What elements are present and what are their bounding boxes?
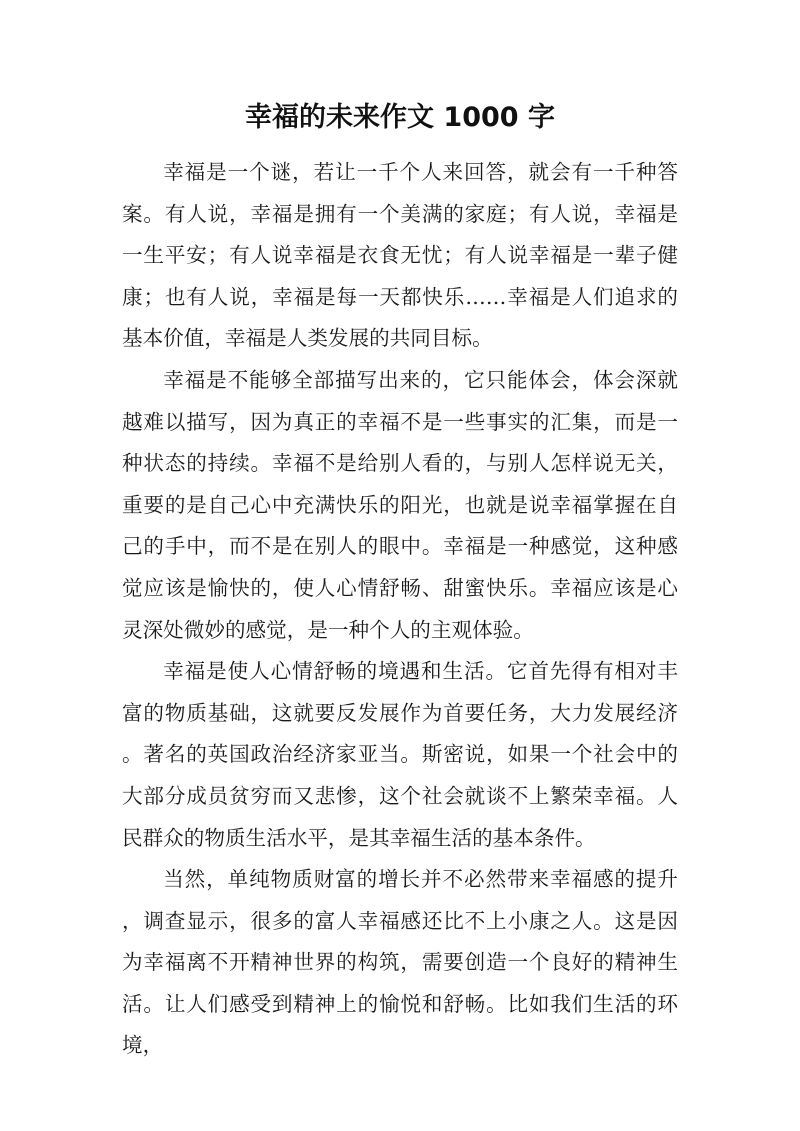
document-body	[122, 152, 678, 1067]
paragraph-2: 幸福是不能够全部描写出来的，它只能体会，体会深就越难以描写，因为真正的幸福不是一些事实的汇集，而是一种状态的持续。幸福不是给别人看的，与别人怎样说无关，重要的是自己心中充满快乐的阳光，也就是说幸福掌握在自己的手中，而不是在别人的眼中。幸福是一种感觉，这种感觉应该是愉快的，使人心情舒畅、甜蜜快乐。幸福应该是心灵深处微妙的感觉，是一种个人的主观体验。	[122, 367, 678, 642]
document-title: 幸福的未来作文 1000 字	[245, 102, 555, 133]
paragraph-3: 幸福是使人心情舒畅的境遇和生活。它首先得有相对丰富的物质基础，这就要反发展作为首要任务，大力发展经济。著名的英国政治经济家亚当。斯密说，如果一个社会中的大部分成员贫穷而又悲惨，这个社会就谈不上繁荣幸福。人民群众的物质生活水平，是其幸福生活的基本条件。	[122, 659, 678, 850]
paragraph-1: 幸福是一个谜，若让一千个人来回答，就会有一千种答案。有人说，幸福是拥有一个美满的家庭；有人说，幸福是一生平安；有人说幸福是衣食无忧；有人说幸福是一辈子健康；也有人说，幸福是每一天都快乐……幸福是人们追求的基本价值，幸福是人类发展的共同目标。	[122, 160, 678, 351]
paragraph-4: 当然，单纯物质财富的增长并不必然带来幸福感的提升，调查显示，很多的富人幸福感还比不上小康之人。这是因为幸福离不开精神世界的构筑，需要创造一个良好的精神生活。让人们感受到精神上的愉悦和舒畅。比如我们生活的环境，	[122, 867, 678, 1058]
